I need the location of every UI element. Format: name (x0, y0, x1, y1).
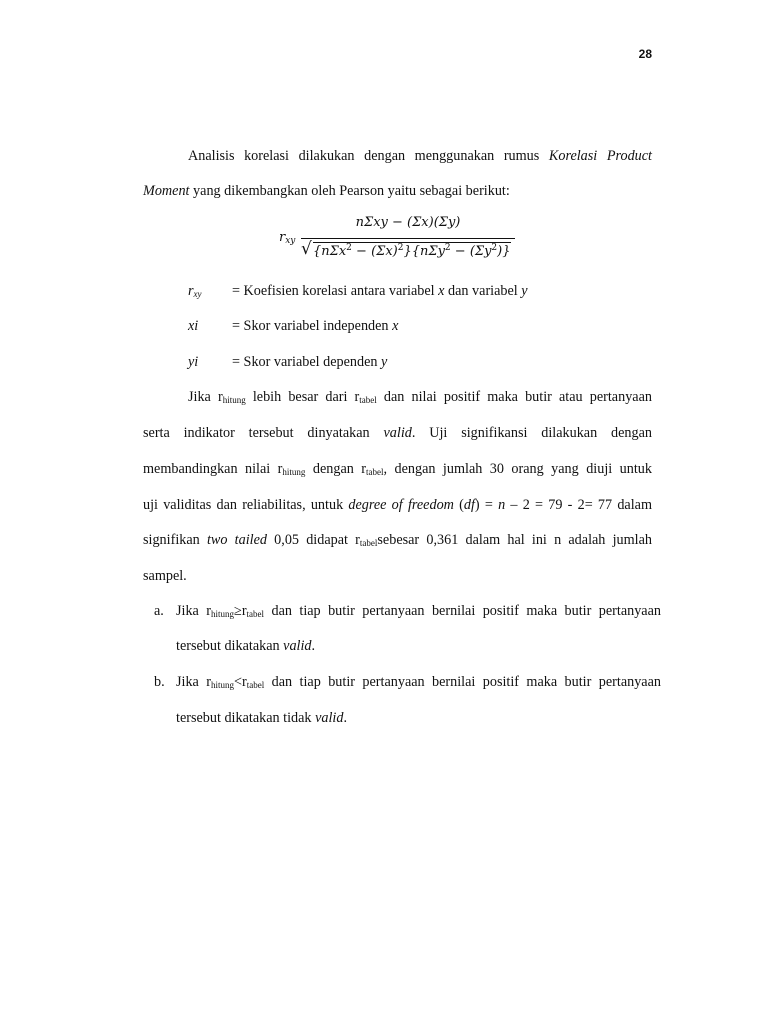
text-run: lebih besar dari r (245, 389, 360, 405)
text-run: . (343, 710, 347, 726)
formula-lhs-symbol: r (279, 230, 286, 245)
term-subscript: xy (193, 289, 202, 299)
italic-run: valid (383, 425, 412, 441)
formula-numerator: nΣxy − (Σx)(Σy) (355, 215, 461, 230)
paragraph-criteria-line-1 (188, 388, 652, 406)
text-run: ( (453, 497, 464, 513)
sqrt-icon: √ (301, 239, 312, 259)
subscript: tabel (246, 680, 265, 690)
den-exponent: 2 (397, 243, 404, 253)
subscript: tabel (359, 538, 378, 548)
formula-lhs-subscript: xy (285, 236, 296, 246)
text-run: dan nilai positif maka butir atau pertanyaan (376, 389, 652, 405)
formula-lhs (279, 230, 295, 245)
text-run: <r (234, 674, 247, 690)
den-part: }{nΣy (403, 244, 445, 259)
fraction-bar (301, 238, 515, 239)
list-marker-b: b. (154, 674, 165, 690)
den-exponent: 2 (346, 243, 352, 253)
radicand (313, 242, 511, 259)
text-run: yang dikembangkan oleh Pearson yaitu sebagai berikut: (189, 183, 510, 199)
den-exponent: 2 (444, 243, 451, 253)
text-run: dan tiap butir pertanyaan bernilai positif maka butir pertanyaan (264, 674, 661, 690)
italic-run: degree of freedom (348, 497, 454, 513)
definition-desc-rxy (232, 282, 528, 300)
text-run: dengan r (305, 461, 367, 477)
italic-run: two tailed (206, 532, 267, 548)
subscript: tabel (359, 395, 377, 405)
paragraph-intro-line-2 (143, 182, 652, 200)
definition-term-xi: xi (188, 318, 199, 334)
text-run: ≥r (234, 603, 247, 619)
text-run: membandingkan nilai r (143, 461, 283, 477)
desc-text: = Koefisien korelasi antara variabel (232, 283, 439, 299)
subscript: hitung (282, 467, 306, 477)
italic-run: valid (315, 710, 344, 726)
definition-desc-xi (232, 317, 398, 335)
italic-run: valid (283, 638, 312, 654)
text-run: Jika r (188, 389, 223, 405)
text-run: Analisis korelasi dilakukan dengan menggunakan rumus (188, 148, 549, 164)
text-run: 0,05 didapat r (266, 532, 360, 548)
text-run: signifikan (143, 532, 207, 548)
page-number: 28 (638, 47, 652, 61)
subscript: tabel (366, 467, 384, 477)
paragraph-criteria-line-5 (143, 531, 652, 549)
text-run: , dengan jumlah 30 orang yang diuji untuk (383, 461, 652, 477)
text-run: dan tiap butir pertanyaan bernilai positif maka butir pertanyaan (264, 603, 661, 619)
den-part: )} (497, 244, 511, 259)
list-item-a-line-1 (176, 602, 661, 620)
paragraph-criteria-line-4 (143, 496, 652, 514)
definition-term-yi: yi (188, 354, 199, 370)
text-run: – 2 = 79 - 2= 77 dalam (505, 497, 652, 513)
subscript: hitung (211, 609, 235, 619)
paragraph-criteria-line-3 (143, 460, 652, 478)
subscript: hitung (222, 395, 246, 405)
italic-run: Moment (143, 183, 190, 199)
list-item-a-line-2 (176, 637, 661, 655)
den-exponent: 2 (491, 243, 498, 253)
paragraph-criteria-line-6: sampel. (143, 568, 187, 584)
italic-run: n (498, 497, 506, 513)
paragraph-criteria-line-2 (143, 424, 652, 442)
list-item-b-line-1 (176, 673, 661, 691)
desc-text: = Skor variabel independen (232, 318, 393, 334)
text-run: tersebut dikatakan tidak (176, 710, 316, 726)
paragraph-intro-line-1 (188, 147, 652, 165)
den-part: − (Σy (450, 244, 492, 259)
text-run: serta indikator tersebut dinyatakan (143, 425, 384, 441)
list-marker-a: a. (154, 603, 164, 619)
text-run: uji validitas dan reliabilitas, untuk (143, 497, 349, 513)
text-run: . (311, 638, 316, 654)
desc-var: x (438, 283, 445, 299)
text-run: ) = (474, 497, 499, 513)
desc-text: = Skor variabel dependen (232, 354, 382, 370)
den-part: − (Σx) (351, 244, 398, 259)
definition-desc-yi (232, 353, 387, 371)
text-run: Jika r (176, 603, 212, 619)
text-run: Jika r (176, 674, 211, 690)
subscript: tabel (246, 609, 265, 619)
desc-text: dan variabel (444, 283, 522, 299)
desc-var: y (521, 283, 528, 299)
term-symbol: r (188, 283, 194, 299)
desc-var: x (392, 318, 399, 334)
desc-var: y (381, 354, 388, 370)
text-run: . Uji signifikansi dilakukan dengan (411, 425, 652, 441)
text-run: tersebut dikatakan (176, 638, 284, 654)
den-part: {nΣx (313, 244, 347, 259)
list-item-b-line-2 (176, 709, 661, 727)
subscript: hitung (210, 680, 234, 690)
italic-run: df (463, 497, 475, 513)
text-run: sebesar 0,361 dalam hal ini n adalah jumlah (377, 532, 653, 548)
italic-run: Korelasi Product (548, 148, 653, 164)
definition-term-rxy (188, 282, 202, 300)
